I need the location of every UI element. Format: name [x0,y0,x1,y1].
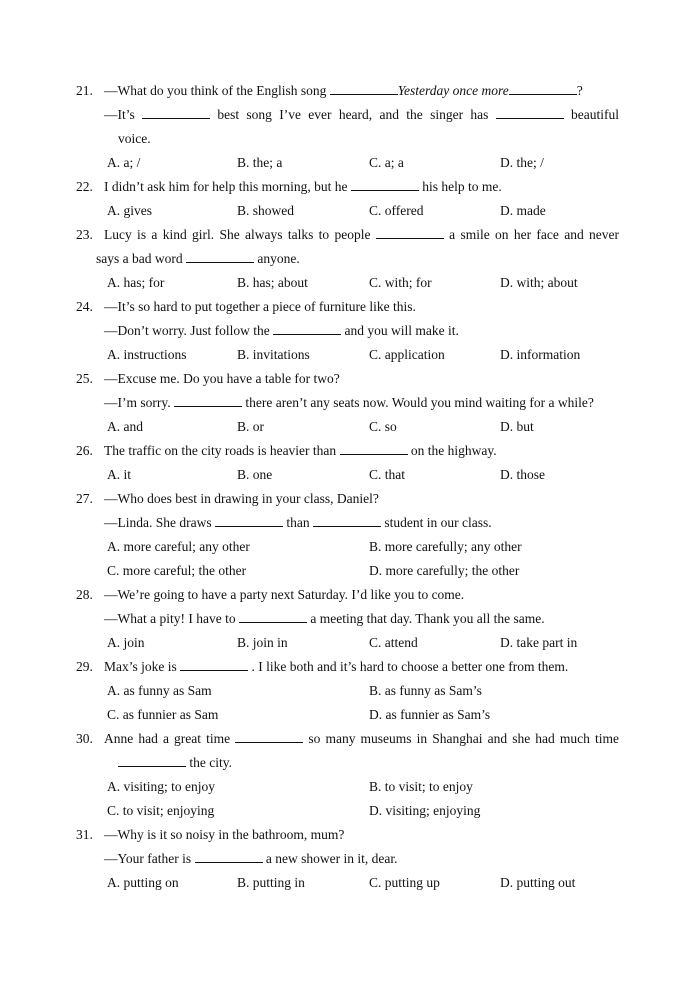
text-segment: student in our class. [380,515,492,530]
text-segment: —It’s [104,107,143,122]
option-d[interactable]: D. visiting; enjoying [369,803,481,818]
text-segment: than [282,515,313,530]
text-segment: —Who does best in drawing in your class, Daniel? [104,491,379,506]
text-segment: . I like both and it’s hard to choose a better one from them. [248,659,569,674]
text-segment: voice. [118,131,151,146]
text-segment: a smile on her face and never [443,227,620,242]
option-a[interactable]: A. a; / [107,155,141,170]
option-c[interactable]: C. putting up [369,875,440,890]
text-segment: a new shower in it, dear. [262,851,398,866]
option-b[interactable]: B. or [237,419,264,434]
question-text [104,391,619,415]
text-segment: best song I’ve ever heard, and the singer has [210,107,496,122]
question-text [104,487,619,511]
text-segment: —Linda. She draws [104,515,215,530]
text-segment: so many museums in Shanghai and she had much time [303,731,619,746]
option-c[interactable]: C. as funnier as Sam [107,707,219,722]
option-c[interactable]: C. so [369,419,397,434]
option-d[interactable]: D. as funnier as Sam’s [369,707,491,722]
question-number: 21. [76,83,93,98]
question-text [104,367,619,391]
answer-blank[interactable] [351,176,419,191]
option-b[interactable]: B. showed [237,203,294,218]
answer-blank[interactable] [118,752,186,767]
answer-blank[interactable] [239,608,307,623]
text-segment: —Excuse me. Do you have a table for two? [104,371,340,386]
text-segment: says a bad word [96,251,186,266]
text-segment: Lucy is a kind girl. She always talks to people [104,227,376,242]
text-segment: —It’s so hard to put together a piece of furniture like this. [104,299,416,314]
text-segment: Max’s joke is [104,659,181,674]
option-d[interactable]: D. information [500,347,581,362]
option-d[interactable]: D. putting out [500,875,576,890]
option-c[interactable]: C. a; a [369,155,404,170]
option-a[interactable]: A. gives [107,203,152,218]
question-text [104,79,619,103]
text-segment: there aren’t any seats now. Would you mind waiting for a while? [242,395,594,410]
question-text [104,319,619,343]
option-b[interactable]: B. more carefully; any other [369,539,522,554]
answer-blank[interactable] [180,656,248,671]
question-text [104,847,619,871]
option-b[interactable]: B. join in [237,635,288,650]
answer-blank[interactable] [330,80,398,95]
question-number: 29. [76,659,93,674]
answer-blank[interactable] [496,104,564,119]
option-b[interactable]: B. putting in [237,875,305,890]
question-text [96,247,619,271]
option-d[interactable]: D. those [500,467,545,482]
option-a[interactable]: A. it [107,467,132,482]
text-segment: Anne had a great time [104,731,236,746]
option-b[interactable]: B. has; about [237,275,308,290]
text-segment: his help to me. [418,179,502,194]
option-a[interactable]: A. instructions [107,347,187,362]
option-c[interactable]: C. application [369,347,445,362]
question-text [104,823,619,847]
question-number: 31. [76,827,93,842]
text-segment: —What do you think of the English song [104,83,330,98]
question-text [104,223,619,247]
answer-blank[interactable] [235,728,303,743]
answer-blank[interactable] [142,104,210,119]
question-text [104,175,619,199]
text-segment: Yesterday once more [397,83,509,98]
option-c[interactable]: C. to visit; enjoying [107,803,215,818]
option-d[interactable]: D. the; / [500,155,544,170]
option-b[interactable]: B. one [237,467,273,482]
option-b[interactable]: B. invitations [237,347,310,362]
text-segment: on the highway. [407,443,497,458]
text-segment: I didn’t ask him for help this morning, but he [104,179,351,194]
answer-blank[interactable] [313,512,381,527]
text-segment: —Why is it so noisy in the bathroom, mum? [104,827,345,842]
question-text [118,751,619,775]
text-segment: a meeting that day. Thank you all the same. [306,611,545,626]
question-text [104,511,619,535]
question-text [104,727,619,751]
option-a[interactable]: A. as funny as Sam [107,683,212,698]
option-d[interactable]: D. with; about [500,275,578,290]
option-c[interactable]: C. with; for [369,275,432,290]
text-segment: The traffic on the city roads is heavier than [104,443,340,458]
answer-blank[interactable] [273,320,341,335]
question-text [104,655,619,679]
option-a[interactable]: A. and [107,419,143,434]
option-b[interactable]: B. as funny as Sam’s [369,683,482,698]
question-text [118,127,619,151]
question-text [104,583,619,607]
option-b[interactable]: B. the; a [237,155,283,170]
answer-blank[interactable] [174,392,242,407]
text-segment: the city. [186,755,232,770]
answer-blank[interactable] [215,512,283,527]
option-a[interactable]: A. more careful; any other [107,539,250,554]
option-c[interactable]: C. offered [369,203,424,218]
text-segment: and you will make it. [341,323,459,338]
option-d[interactable]: D. take part in [500,635,578,650]
question-number: 27. [76,491,93,506]
option-a[interactable]: A. visiting; to enjoy [107,779,215,794]
option-d[interactable]: D. made [500,203,546,218]
option-a[interactable]: A. has; for [107,275,165,290]
question-text [104,439,619,463]
question-number: 28. [76,587,93,602]
question-number: 25. [76,371,93,386]
question-number: 23. [76,227,93,242]
option-c[interactable]: C. attend [369,635,418,650]
option-d[interactable]: D. more carefully; the other [369,563,520,578]
option-b[interactable]: B. to visit; to enjoy [369,779,473,794]
text-segment: —We’re going to have a party next Saturday. I’d like you to come. [104,587,465,602]
question-number: 30. [76,731,93,746]
question-text [104,103,619,127]
text-segment: anyone. [253,251,300,266]
text-segment: —Don’t worry. Just follow the [104,323,274,338]
question-number: 24. [76,299,93,314]
option-a[interactable]: A. join [107,635,145,650]
text-segment: —What a pity! I have to [104,611,239,626]
answer-blank[interactable] [186,248,254,263]
option-c[interactable]: C. that [369,467,405,482]
question-text [104,607,619,631]
text-segment: beautiful [563,107,619,122]
question-text [104,295,619,319]
answer-blank[interactable] [376,224,444,239]
question-number: 26. [76,443,93,458]
question-number: 22. [76,179,93,194]
answer-blank[interactable] [195,848,263,863]
option-a[interactable]: A. putting on [107,875,179,890]
answer-blank[interactable] [340,440,408,455]
text-segment: ? [576,83,583,98]
answer-blank[interactable] [509,80,577,95]
option-c[interactable]: C. more careful; the other [107,563,247,578]
option-d[interactable]: D. but [500,419,534,434]
text-segment: —I’m sorry. [104,395,174,410]
text-segment: —Your father is [104,851,195,866]
